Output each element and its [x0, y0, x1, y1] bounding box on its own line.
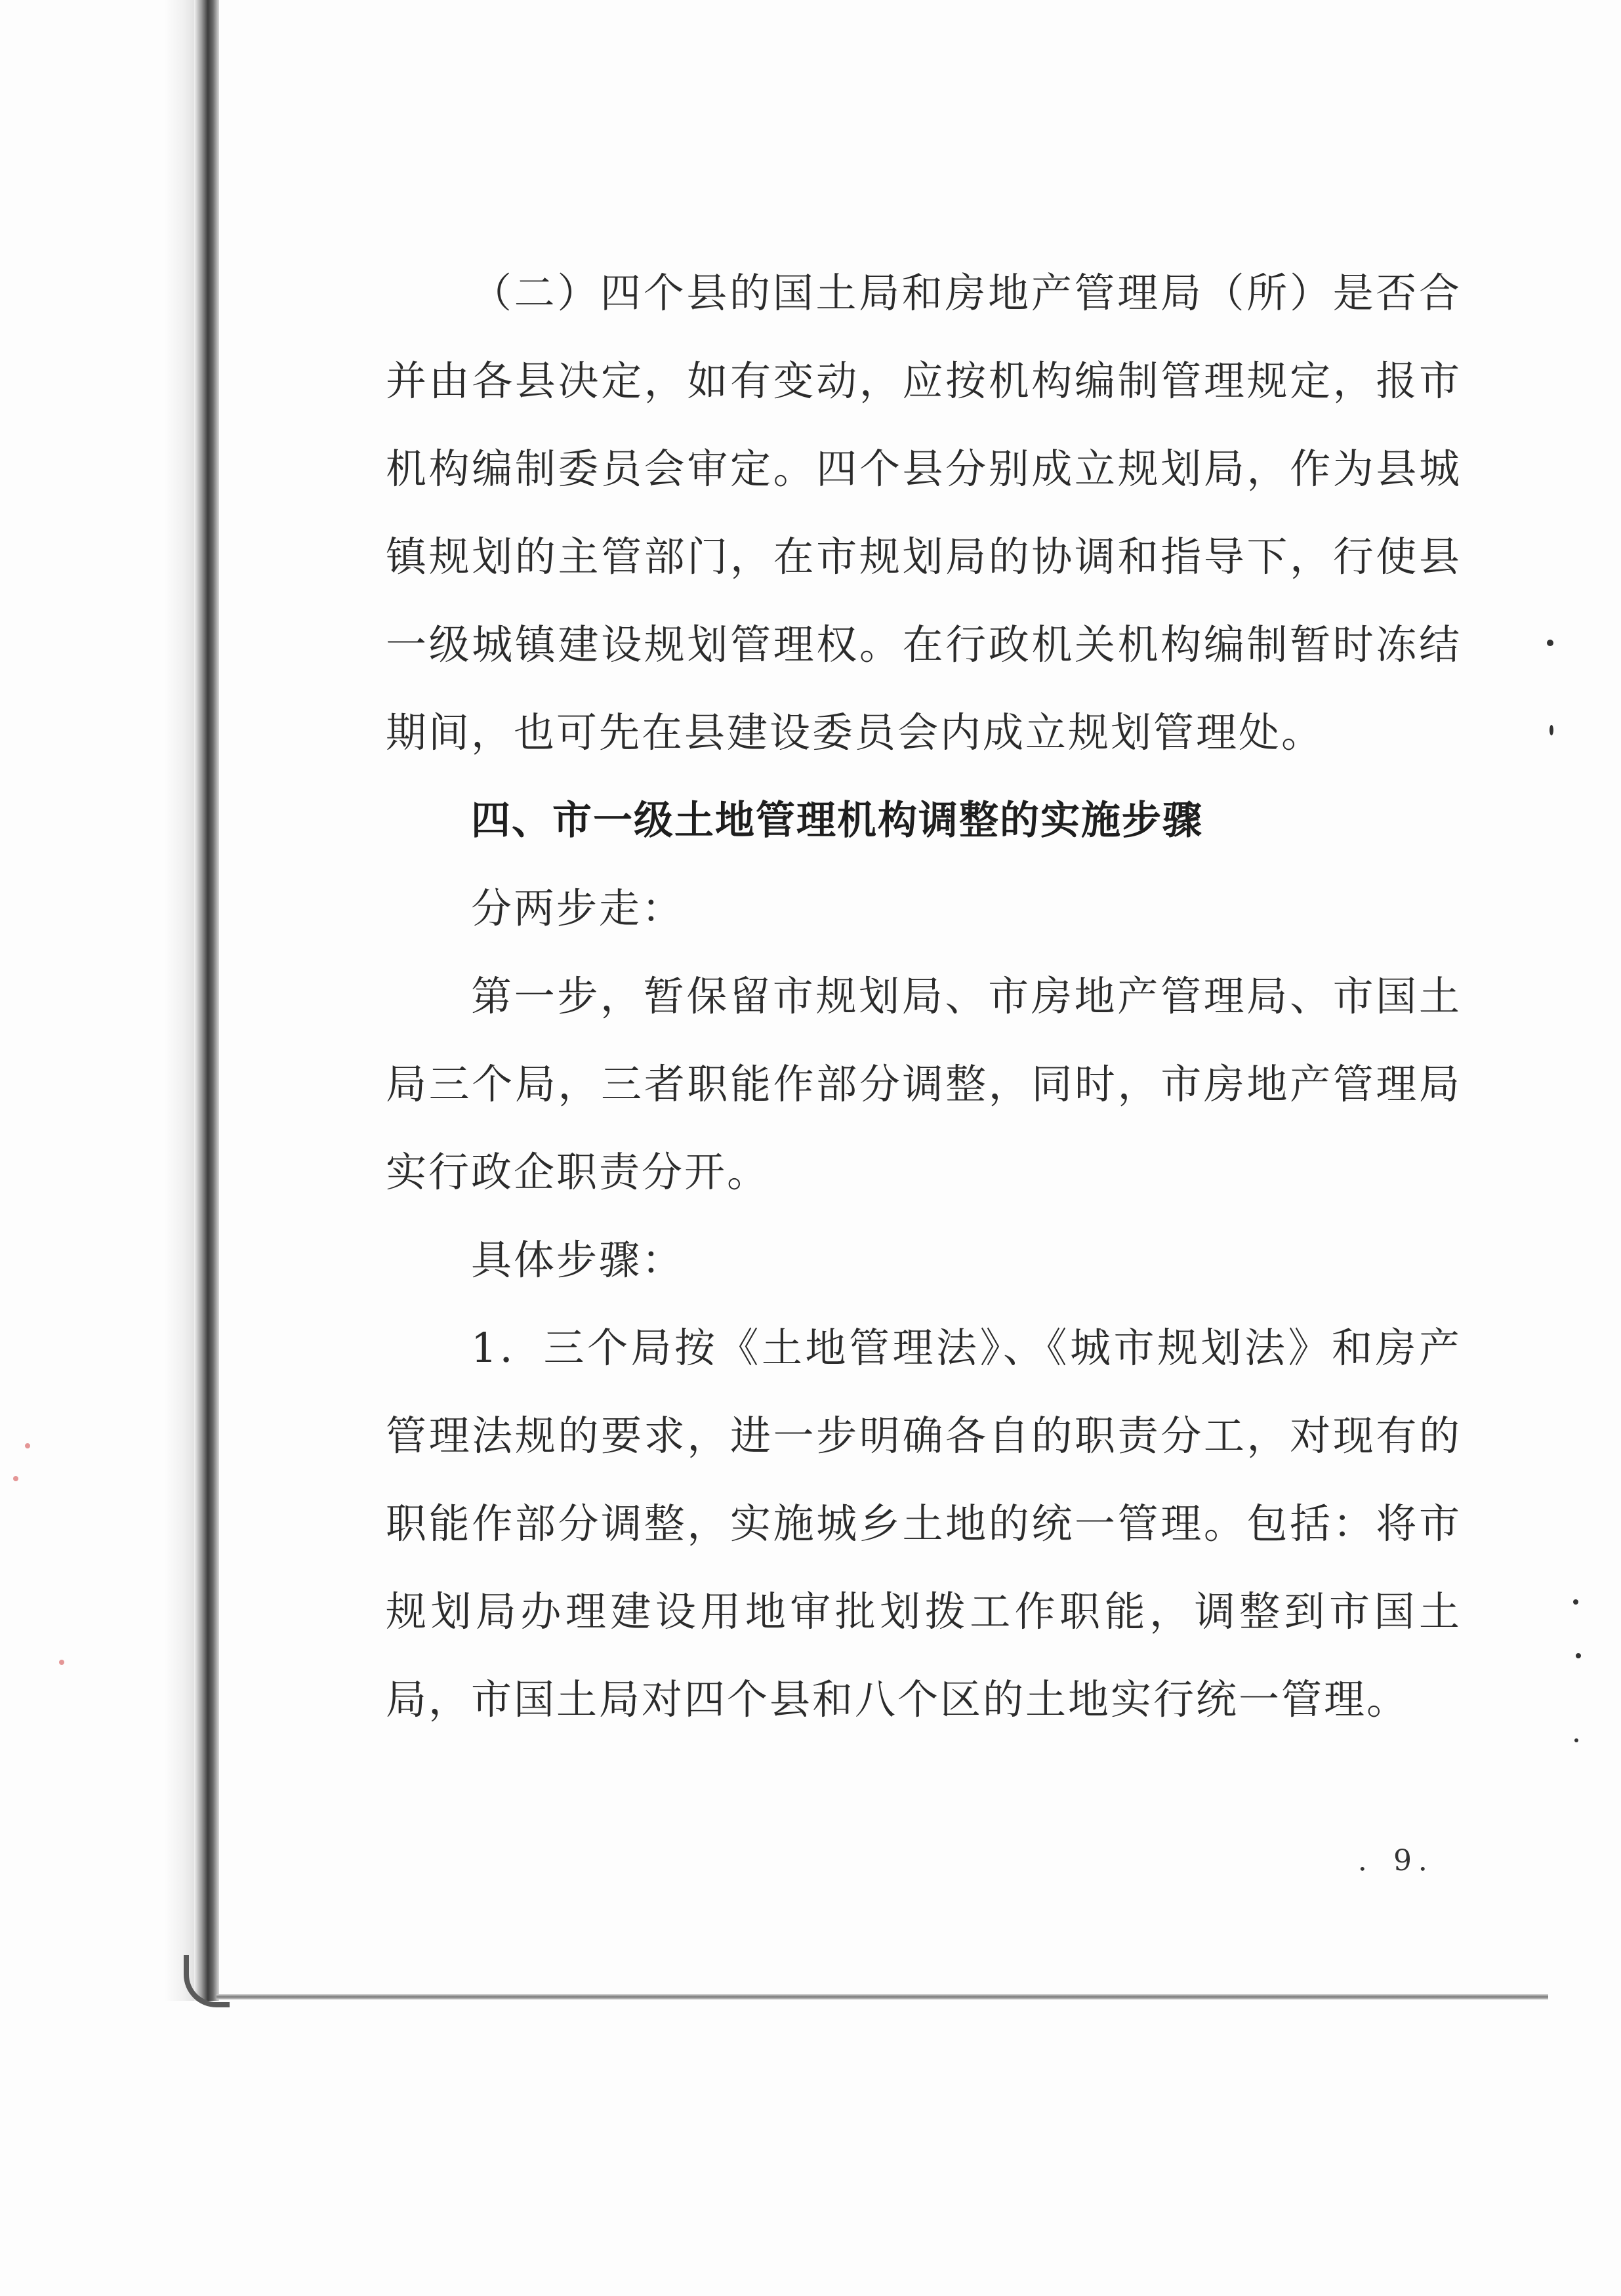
scan-speck: [1573, 1599, 1578, 1605]
section-heading: 四、市一级土地管理机构调整的实施步骤: [471, 798, 1203, 844]
red-ink-mark: [59, 1660, 64, 1665]
binding-shadow: [164, 0, 197, 2001]
paragraph-county-agencies: （二）四个县的国土局和房地产管理局（所）是否合并由各县决定，如有变动，应按机构编制管理规定，报市机构编制委员会审定。四个县分别成立规划局，作为县城镇规划的主管部门，在市规划局的协调和指导下，行使县一级城镇建设规划管理权。在行政机关机构编制暂时冻结期间，也可先在县建设委员会内成立规划管理处。: [386, 269, 1462, 756]
bottom-page-edge: [216, 1994, 1548, 1999]
scan-speck: [1574, 1738, 1578, 1742]
scan-speck: [1549, 725, 1553, 735]
body-text: [386, 249, 1462, 1732]
paragraph-step-one: 第一步，暂保留市规划局、市房地产管理局、市国土局三个局，三者职能作部分调整，同时，市房地产管理局实行政企职责分开。: [386, 972, 1462, 1196]
red-ink-mark: [25, 1443, 30, 1448]
page-number: ．9．: [1358, 1844, 1454, 1877]
red-ink-mark: [13, 1476, 18, 1481]
binding-edge: [194, 0, 219, 2001]
paragraph-two-steps: 分两步走：: [471, 884, 685, 932]
paragraph-item-one: 1．三个局按《土地管理法》、《城市规划法》和房产管理法规的要求，进一步明确各自的职责分工，对现有的职能作部分调整，实施城乡土地的统一管理。包括：将市规划局办理建设用地审批划拨工作职能，调整到市国土局，市国土局对四个县和八个区的土地实行统一管理。: [386, 1324, 1462, 1723]
scan-speck: [1547, 640, 1553, 646]
scan-speck: [1576, 1653, 1581, 1658]
paragraph-specific-steps-label: 具体步骤：: [471, 1236, 685, 1284]
